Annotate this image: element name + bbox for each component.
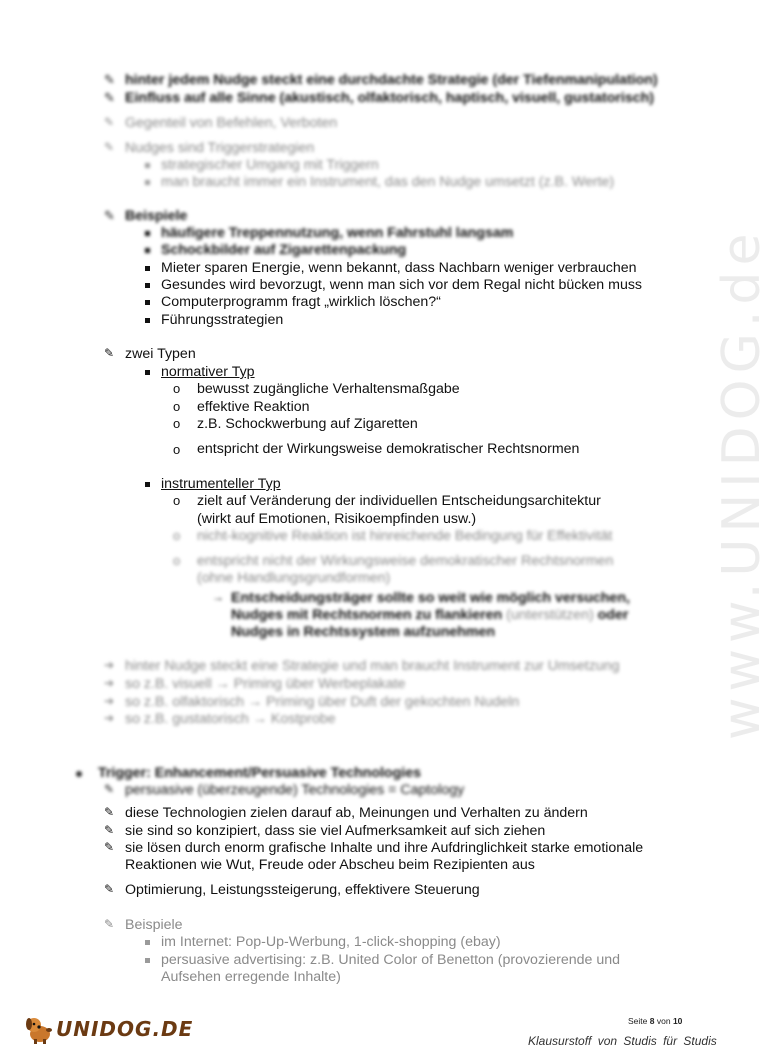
text-line: Gegenteil von Befehlen, Verboten xyxy=(125,115,338,131)
text-line: Aufsehen erregende Inhalte) xyxy=(161,969,341,985)
text-fragment: oder xyxy=(597,607,629,623)
text-line: sie sind so konzipiert, dass sie viel Aufmerksamkeit auf sich ziehen xyxy=(125,823,546,839)
arrow-bullet-icon: ✎ xyxy=(104,782,115,796)
page-total: 10 xyxy=(672,1016,683,1026)
text-line: sie lösen durch enorm grafische Inhalte und ihre Aufdringlichkeit starke emotionale xyxy=(125,840,644,856)
text-line: so z.B. olfaktorisch → Priming über Duft der gekochten Nudeln xyxy=(125,694,520,710)
text-line: so z.B. visuell → Priming über Werbeplakate xyxy=(125,676,406,692)
text-line: Einfluss auf alle Sinne (akustisch, olfaktorisch, haptisch, visuell, gustatorisch) xyxy=(125,90,655,106)
arrow-bullet-icon: ✎ xyxy=(104,882,115,896)
square-bullet-icon xyxy=(145,283,150,288)
page-sep: von xyxy=(656,1016,671,1026)
text-line: Mieter sparen Energie, wenn bekannt, dass Nachbarn weniger verbrauchen xyxy=(161,260,637,276)
text-line: Nudges sind Triggerstrategien xyxy=(125,140,315,156)
dog-icon xyxy=(22,1012,56,1046)
arrow-right-icon: ➔ xyxy=(104,694,115,708)
text-line: z.B. Schockwerbung auf Zigaretten xyxy=(197,416,418,432)
square-bullet-icon xyxy=(145,482,150,487)
text-line: Entscheidungsträger sollte so weit wie möglich versuchen, xyxy=(231,590,630,606)
text-line: Gesundes wird bevorzugt, wenn man sich vor dem Regal nicht bücken muss xyxy=(161,277,643,293)
arrow-bullet-icon: ✎ xyxy=(104,840,115,854)
square-bullet-icon xyxy=(145,958,150,963)
page-number xyxy=(628,1016,682,1026)
text-line: diese Technologien zielen darauf ab, Meinungen und Verhalten zu ändern xyxy=(125,805,588,821)
arrow-right-icon: ➔ xyxy=(104,711,115,725)
text-line: hinter jedem Nudge steckt eine durchdachte Strategie (der Tiefenmanipulation) xyxy=(125,72,658,88)
square-bullet-icon xyxy=(145,231,150,236)
arrow-right-icon: ➔ xyxy=(104,658,115,672)
text-line: normativer Typ xyxy=(161,364,255,380)
text-line: man braucht immer ein Instrument, das den Nudge umsetzt (z.B. Werte) xyxy=(161,174,615,190)
text-line: persuasive (überzeugende) Technologies = Captology xyxy=(125,782,465,798)
logo-text: UNIDOG.DE xyxy=(56,1017,194,1041)
text-line: Reaktionen wie Wut, Freude oder Abscheu beim Rezipienten aus xyxy=(125,857,535,873)
arrow-bullet-icon: ✎ xyxy=(104,346,115,360)
text-line: Beispiele xyxy=(125,208,188,224)
text-line: zwei Typen xyxy=(125,346,196,362)
circle-bullet-icon: o xyxy=(173,442,181,457)
text-line: im Internet: Pop-Up-Werbung, 1-click-shopping (ebay) xyxy=(161,934,501,950)
section-heading: Trigger: Enhancement/Persuasive Technologies xyxy=(98,765,421,781)
circle-bullet-icon: o xyxy=(173,399,181,414)
text-fragment: Nudges mit Rechtsnormen zu flankieren xyxy=(231,607,503,623)
arrow-bullet-icon: ✎ xyxy=(104,115,115,129)
square-bullet-icon xyxy=(145,248,150,253)
arrow-bullet-icon: ✎ xyxy=(104,140,115,154)
text-line: (wirkt auf Emotionen, Risikoempfinden usw.) xyxy=(197,511,477,527)
watermark: www.UNIDOG.de xyxy=(712,227,772,740)
text-fragment: (unterstützen) xyxy=(506,607,594,623)
text-line: Optimierung, Leistungssteigerung, effektivere Steuerung xyxy=(125,882,480,898)
text-line: entspricht nicht der Wirkungsweise demokratischer Rechtsnormen xyxy=(197,553,614,569)
page-current: 8 xyxy=(649,1016,655,1026)
square-bullet-icon xyxy=(145,180,150,185)
arrow-right-icon: → xyxy=(212,590,224,604)
text-line: Führungsstrategien xyxy=(161,312,284,328)
text-line: Schockbilder auf Zigarettenpackung xyxy=(161,242,407,258)
text-line: entspricht der Wirkungsweise demokratischer Rechtsnormen xyxy=(197,441,580,457)
square-bullet-icon xyxy=(145,318,150,323)
text-line: effektive Reaktion xyxy=(197,399,310,415)
text-line: häufigere Treppennutzung, wenn Fahrstuhl langsam xyxy=(161,225,514,241)
unidog-logo xyxy=(22,1012,193,1046)
square-bullet-icon xyxy=(145,300,150,305)
text-line: Beispiele xyxy=(125,917,183,933)
circle-bullet-icon: o xyxy=(173,416,181,431)
text-line: nicht-kognitive Reaktion ist hinreichende Bedingung für Effektivität xyxy=(197,528,613,544)
arrow-bullet-icon: ✎ xyxy=(104,90,115,105)
page-prefix: Seite xyxy=(628,1016,648,1026)
text-line: so z.B. gustatorisch → Kostprobe xyxy=(125,711,336,727)
text-line: Computerprogramm fragt „wirklich löschen?“ xyxy=(161,294,441,310)
footer-tagline: Klausurstoff von Studis für Studis xyxy=(528,1034,717,1048)
text-line: bewusst zugängliche Verhaltensmaßgabe xyxy=(197,381,460,397)
text-line xyxy=(231,607,628,624)
circle-bullet-icon: o xyxy=(173,381,181,396)
text-line: persuasive advertising: z.B. United Color of Benetton (provozierende und xyxy=(161,952,620,968)
arrow-bullet-icon: ✎ xyxy=(104,805,115,819)
square-bullet-icon xyxy=(145,370,150,375)
square-bullet-icon xyxy=(145,266,150,271)
text-line: zielt auf Veränderung der individuellen Entscheidungsarchitektur xyxy=(197,493,601,509)
text-line: Nudges in Rechtssystem aufzunehmen xyxy=(231,624,496,640)
text-line: (ohne Handlungsgrundformen) xyxy=(197,570,391,586)
arrow-right-icon: ➔ xyxy=(104,676,115,690)
round-bullet-icon xyxy=(76,771,82,777)
circle-bullet-icon: o xyxy=(173,493,181,508)
arrow-bullet-icon: ✎ xyxy=(104,823,115,837)
circle-bullet-icon: o xyxy=(173,553,181,568)
square-bullet-icon xyxy=(145,940,150,945)
text-line: instrumenteller Typ xyxy=(161,476,281,492)
circle-bullet-icon: o xyxy=(173,528,181,543)
arrow-bullet-icon: ✎ xyxy=(104,72,115,87)
arrow-bullet-icon: ✎ xyxy=(104,208,115,223)
text-line: strategischer Umgang mit Triggern xyxy=(161,157,379,173)
text-line: hinter Nudge steckt eine Strategie und man braucht Instrument zur Umsetzung xyxy=(125,658,620,674)
square-bullet-icon xyxy=(145,163,150,168)
arrow-bullet-icon: ✎ xyxy=(104,917,115,931)
